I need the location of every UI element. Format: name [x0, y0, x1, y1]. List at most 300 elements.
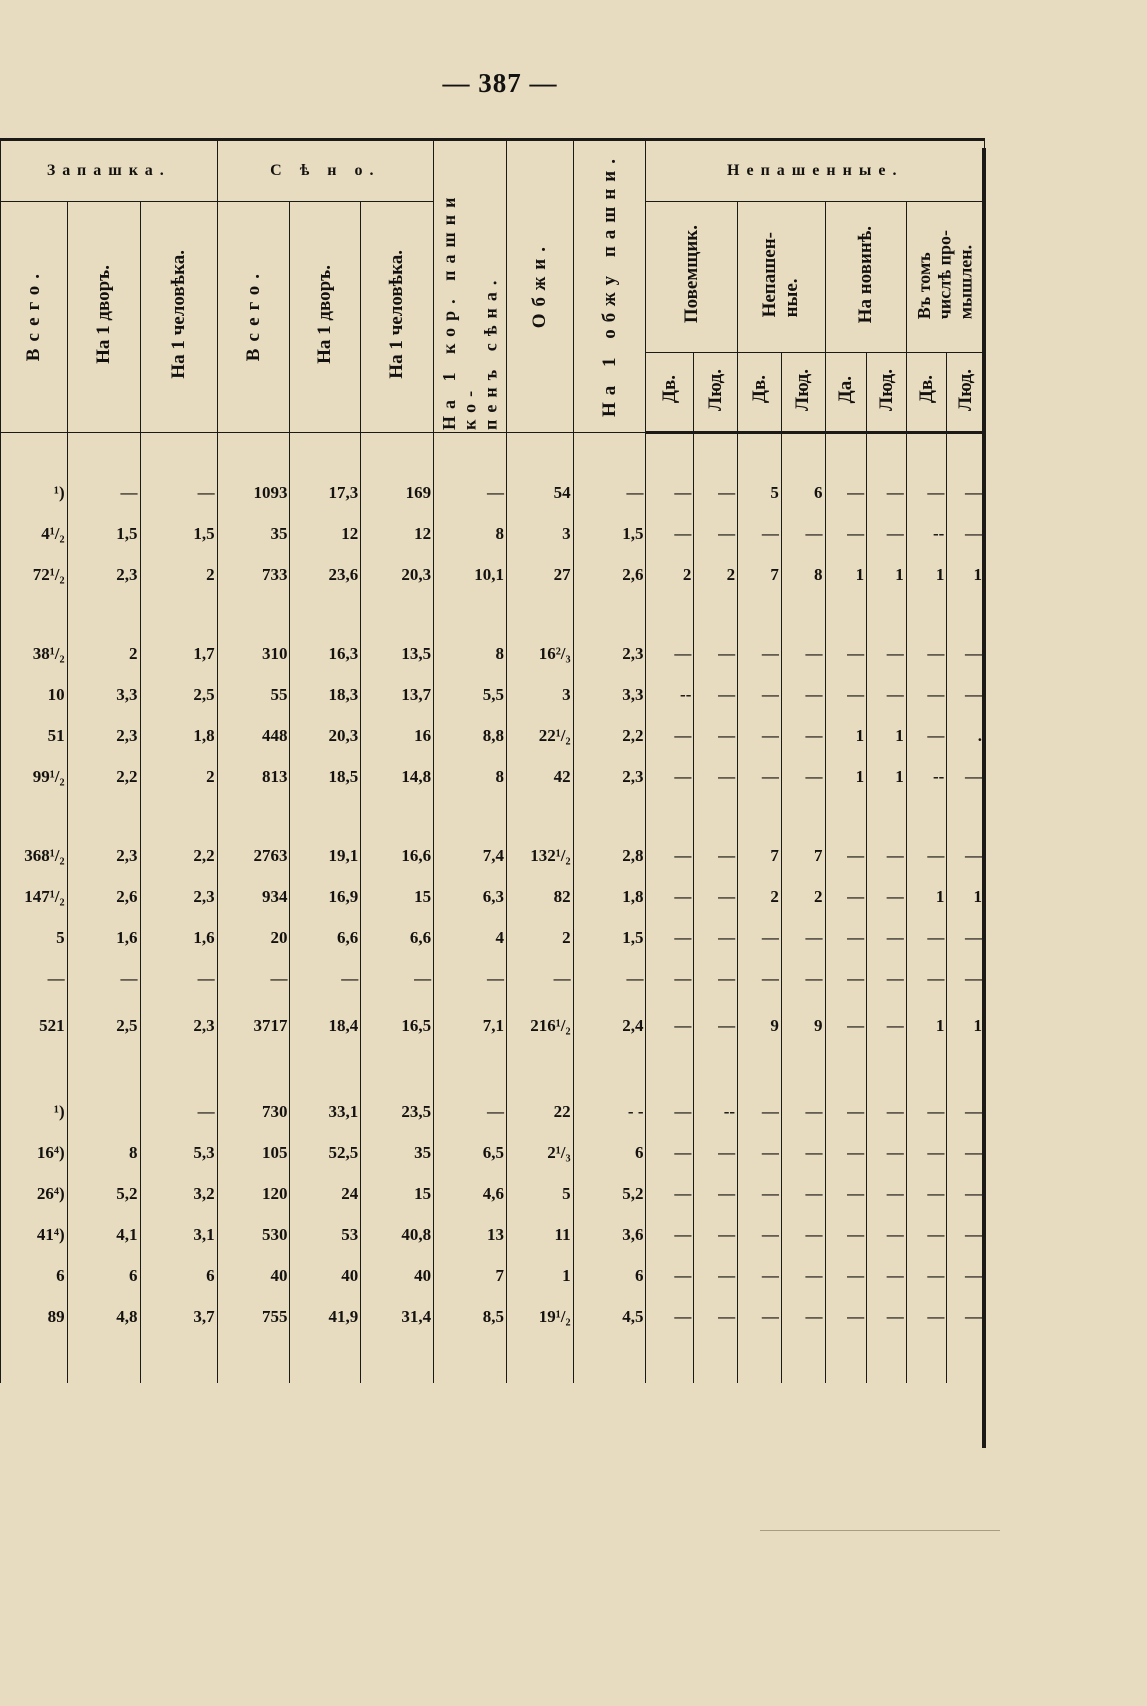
- table-cell: —: [694, 958, 738, 999]
- header-v-tom-chisle-dv-text: Дв.: [915, 375, 937, 404]
- table-cell: —: [906, 1132, 947, 1173]
- table-cell: [781, 797, 825, 835]
- table-cell: [825, 1337, 867, 1383]
- table-cell: 6,6: [290, 917, 361, 958]
- table-cell: —: [867, 958, 907, 999]
- table-cell: [646, 433, 694, 473]
- table-cell: 5: [506, 1173, 573, 1214]
- table-cell: 3,2: [140, 1173, 217, 1214]
- table-cell: 1: [867, 554, 907, 595]
- header-zapashka-na-1-cheloveka-text: На 1 человѣка.: [167, 250, 189, 379]
- header-na-novine-da-text: Да.: [834, 375, 856, 404]
- table-cell: 2,3: [573, 633, 646, 674]
- table-cell: 99¹/₂: [1, 756, 68, 797]
- header-seno-na-1-dvor-text: На 1 дворъ.: [314, 265, 336, 364]
- table-cell: —: [825, 633, 867, 674]
- table-cell: —: [434, 1091, 507, 1132]
- table-cell: 1: [906, 999, 947, 1053]
- table-cell: 3,3: [67, 674, 140, 715]
- table-cell: —: [947, 756, 985, 797]
- table-cell: [867, 797, 907, 835]
- header-povemschik-text: Повемщик.: [680, 225, 702, 324]
- table-cell: 1,5: [573, 917, 646, 958]
- table-cell: 16²/₃: [506, 633, 573, 674]
- table-cell: 40: [361, 1255, 434, 1296]
- table-cell: 6: [573, 1255, 646, 1296]
- table-cell: 4: [434, 917, 507, 958]
- table-cell: 1,5: [67, 513, 140, 554]
- table-cell: --: [906, 513, 947, 554]
- header-nepashennye-dv-text: Дв.: [748, 375, 770, 404]
- table-row: [1, 1296, 985, 1337]
- header-seno-vsego-text: Всего.: [242, 267, 264, 362]
- table-cell: 35: [217, 513, 290, 554]
- header-nepashennye: Непашенные.: [646, 140, 985, 202]
- table-cell: [573, 595, 646, 633]
- header-obzhi: [506, 140, 573, 433]
- table-cell: ¹): [1, 472, 68, 513]
- table-cell: 35: [361, 1132, 434, 1173]
- table-cell: 16,9: [290, 876, 361, 917]
- table-cell: 51: [1, 715, 68, 756]
- table-cell: 2,6: [573, 554, 646, 595]
- table-cell: —: [906, 633, 947, 674]
- table-cell: —: [738, 1255, 782, 1296]
- table-cell: 730: [217, 1091, 290, 1132]
- table-cell: —: [825, 513, 867, 554]
- table-cell: 12: [361, 513, 434, 554]
- header-zapashka-vsego-text: Всего.: [22, 267, 44, 362]
- table-cell: 4,8: [67, 1296, 140, 1337]
- table-cell: [67, 433, 140, 473]
- table-cell: 40: [290, 1255, 361, 1296]
- table-cell: 2,3: [67, 554, 140, 595]
- table-cell: —: [825, 1091, 867, 1132]
- table-cell: [738, 797, 782, 835]
- table-cell: 2,8: [573, 835, 646, 876]
- table-cell: —: [906, 1173, 947, 1214]
- table-cell: —: [738, 715, 782, 756]
- table-cell: —: [781, 513, 825, 554]
- table-cell: —: [781, 917, 825, 958]
- table-cell: —: [694, 1255, 738, 1296]
- table-cell: [67, 797, 140, 835]
- table-cell: —: [906, 835, 947, 876]
- table-cell: [1, 1053, 68, 1091]
- table-cell: 2,3: [140, 999, 217, 1053]
- header-nepashennye-sub-text: Непашен- ные.: [759, 231, 803, 318]
- header-v-tom-chisle-text: Въ томъ числѣ про- мышлен.: [914, 229, 976, 320]
- table-cell: —: [694, 472, 738, 513]
- table-cell: [573, 797, 646, 835]
- table-cell: —: [906, 1296, 947, 1337]
- table-cell: 132¹/₂: [506, 835, 573, 876]
- table-cell: [67, 1053, 140, 1091]
- table-cell: 2: [67, 633, 140, 674]
- table-cell: 2¹/₃: [506, 1132, 573, 1173]
- table-cell: —: [867, 917, 907, 958]
- table-cell: 5,2: [67, 1173, 140, 1214]
- table-cell: [506, 797, 573, 835]
- table-cell: —: [781, 674, 825, 715]
- table-cell: 4,6: [434, 1173, 507, 1214]
- table-cell: 31,4: [361, 1296, 434, 1337]
- table-cell: —: [361, 958, 434, 999]
- table-cell: —: [867, 1296, 907, 1337]
- table-header: [1, 140, 985, 433]
- table-cell: [67, 595, 140, 633]
- table-cell: 1: [867, 715, 907, 756]
- header-obzhi-text: Обжи.: [528, 239, 550, 329]
- table-cell: [947, 595, 985, 633]
- table-cell: 6: [781, 472, 825, 513]
- table-cell: 16,3: [290, 633, 361, 674]
- table-cell: 5,5: [434, 674, 507, 715]
- table-cell: —: [781, 756, 825, 797]
- table-cell: 41⁴): [1, 1214, 68, 1255]
- table-cell: —: [646, 876, 694, 917]
- header-v-tom-chisle-dv: [906, 353, 947, 433]
- table-cell: —: [947, 633, 985, 674]
- table-cell: —: [947, 1296, 985, 1337]
- table-cell: 11: [506, 1214, 573, 1255]
- table-cell: 72¹/₂: [1, 554, 68, 595]
- table-cell: 9: [738, 999, 782, 1053]
- table-cell: [867, 1053, 907, 1091]
- header-povemschik-dv: [646, 353, 694, 433]
- header-na-1-kor-text: На 1 кор. пашни ко- пенъ сѣна.: [439, 190, 501, 430]
- header-seno: С ѣ н о.: [217, 140, 434, 202]
- table-cell: [738, 1337, 782, 1383]
- table-cell: —: [825, 958, 867, 999]
- table-cell: 2,5: [67, 999, 140, 1053]
- table-cell: —: [694, 1296, 738, 1337]
- header-na-novine-lyud: [867, 353, 907, 433]
- table-cell: —: [781, 1091, 825, 1132]
- table-cell: [694, 1337, 738, 1383]
- table-cell: —: [947, 1091, 985, 1132]
- table-cell: 8: [434, 513, 507, 554]
- table-cell: 23,5: [361, 1091, 434, 1132]
- table-cell: —: [217, 958, 290, 999]
- table-cell: [434, 797, 507, 835]
- table-cell: - -: [573, 1091, 646, 1132]
- table-cell: 1,6: [140, 917, 217, 958]
- table-cell: [867, 433, 907, 473]
- table-cell: [906, 797, 947, 835]
- table-cell: 7: [781, 835, 825, 876]
- table-cell: —: [825, 1296, 867, 1337]
- table-cell: [694, 433, 738, 473]
- table-cell: —: [825, 1255, 867, 1296]
- table-cell: —: [694, 756, 738, 797]
- table-cell: [361, 595, 434, 633]
- table-cell: 1: [906, 554, 947, 595]
- table-cell: —: [290, 958, 361, 999]
- table-row: [1, 513, 985, 554]
- table-cell: 19,1: [290, 835, 361, 876]
- table-cell: 6: [67, 1255, 140, 1296]
- table-cell: 1,5: [140, 513, 217, 554]
- table-cell: —: [947, 1132, 985, 1173]
- table-cell: 6: [573, 1132, 646, 1173]
- table-cell: 22¹/₂: [506, 715, 573, 756]
- table-cell: —: [140, 472, 217, 513]
- header-v-tom-chisle-lyud-text: Люд.: [954, 368, 976, 411]
- table-cell: —: [825, 1214, 867, 1255]
- table-cell: —: [867, 1132, 907, 1173]
- table-cell: —: [694, 633, 738, 674]
- header-seno-na-1-dvor: [290, 202, 361, 433]
- table-cell: —: [646, 715, 694, 756]
- table-cell: 23,6: [290, 554, 361, 595]
- table-cell: 1: [947, 876, 985, 917]
- table-cell: —: [825, 1132, 867, 1173]
- table-cell: [290, 1337, 361, 1383]
- table-cell: —: [867, 472, 907, 513]
- table-cell: —: [573, 472, 646, 513]
- table-cell: --: [646, 674, 694, 715]
- table-cell: 8,8: [434, 715, 507, 756]
- table-cell: [694, 1053, 738, 1091]
- table-cell: [67, 1091, 140, 1132]
- statistics-table: [0, 138, 985, 1383]
- table-cell: —: [434, 958, 507, 999]
- table-cell: [947, 797, 985, 835]
- header-povemschik-lyud-text: Люд.: [704, 368, 726, 411]
- table-cell: 40,8: [361, 1214, 434, 1255]
- table-cell: —: [738, 1091, 782, 1132]
- table-cell: [573, 1053, 646, 1091]
- table-cell: 6,5: [434, 1132, 507, 1173]
- table-row: [1, 835, 985, 876]
- table-cell: 53: [290, 1214, 361, 1255]
- header-seno-na-1-cheloveka-text: На 1 человѣка.: [386, 250, 408, 379]
- table-cell: 1: [825, 756, 867, 797]
- header-na-novine-da: [825, 353, 867, 433]
- table-cell: —: [646, 1296, 694, 1337]
- table-cell: [906, 433, 947, 473]
- table-cell: —: [947, 1214, 985, 1255]
- table-cell: —: [781, 1296, 825, 1337]
- table-cell: 42: [506, 756, 573, 797]
- table-cell: 20,3: [361, 554, 434, 595]
- table-cell: [738, 433, 782, 473]
- table-cell: —: [646, 1132, 694, 1173]
- header-na-1-kor: [434, 140, 507, 433]
- table-cell: 14,8: [361, 756, 434, 797]
- table-cell: 16: [361, 715, 434, 756]
- table-cell: [1, 595, 68, 633]
- table-cell: [947, 1053, 985, 1091]
- table-cell: [1, 433, 68, 473]
- table-cell: 1: [906, 876, 947, 917]
- table-row: [1, 756, 985, 797]
- table-cell: 733: [217, 554, 290, 595]
- table-cell: —: [738, 756, 782, 797]
- table-cell: 755: [217, 1296, 290, 1337]
- table-cell: --: [694, 1091, 738, 1132]
- table-cell: 8: [434, 633, 507, 674]
- table-cell: 1,7: [140, 633, 217, 674]
- table-cell: 3: [506, 674, 573, 715]
- table-cell: —: [781, 715, 825, 756]
- table-cell: 5,2: [573, 1173, 646, 1214]
- table-cell: —: [825, 835, 867, 876]
- table-cell: [947, 433, 985, 473]
- table-cell: [290, 595, 361, 633]
- table-cell: 120: [217, 1173, 290, 1214]
- table-cell: —: [694, 715, 738, 756]
- table-cell: [867, 1337, 907, 1383]
- table-cell: —: [867, 1214, 907, 1255]
- table-cell: —: [825, 999, 867, 1053]
- header-seno-vsego: [217, 202, 290, 433]
- table-row: [1, 1053, 985, 1091]
- table-cell: —: [694, 513, 738, 554]
- table-cell: —: [825, 472, 867, 513]
- table-cell: 7,1: [434, 999, 507, 1053]
- table-cell: 13,5: [361, 633, 434, 674]
- table-cell: .: [947, 715, 985, 756]
- table-cell: 1,8: [140, 715, 217, 756]
- table-cell: —: [646, 756, 694, 797]
- table-cell: [694, 595, 738, 633]
- table-cell: 18,3: [290, 674, 361, 715]
- table-cell: 105: [217, 1132, 290, 1173]
- table-cell: 16,5: [361, 999, 434, 1053]
- table-cell: —: [738, 674, 782, 715]
- table-cell: —: [738, 1296, 782, 1337]
- table-cell: —: [67, 472, 140, 513]
- table-cell: 3,6: [573, 1214, 646, 1255]
- table-cell: —: [140, 1091, 217, 1132]
- table-cell: 2: [140, 554, 217, 595]
- table-cell: —: [781, 633, 825, 674]
- table-cell: 38¹/₂: [1, 633, 68, 674]
- table-cell: 2,5: [140, 674, 217, 715]
- table-cell: —: [947, 1173, 985, 1214]
- table-cell: —: [867, 633, 907, 674]
- table-row: [1, 1173, 985, 1214]
- table-cell: [217, 595, 290, 633]
- table-cell: [646, 1053, 694, 1091]
- table-cell: —: [694, 999, 738, 1053]
- table-cell: —: [867, 1091, 907, 1132]
- table-cell: 4,1: [67, 1214, 140, 1255]
- table-cell: 6,6: [361, 917, 434, 958]
- table-cell: [140, 595, 217, 633]
- table-cell: —: [694, 1132, 738, 1173]
- table-cell: —: [906, 472, 947, 513]
- table-cell: [947, 1337, 985, 1383]
- table-cell: [1, 797, 68, 835]
- table-row: [1, 554, 985, 595]
- table-cell: 9: [781, 999, 825, 1053]
- table-row: [1, 1214, 985, 1255]
- table-cell: 41,9: [290, 1296, 361, 1337]
- table-cell: 26⁴): [1, 1173, 68, 1214]
- table-cell: 3,7: [140, 1296, 217, 1337]
- table-cell: —: [906, 958, 947, 999]
- table-cell: [867, 595, 907, 633]
- header-na-novine: [825, 202, 906, 353]
- table-cell: [217, 1337, 290, 1383]
- table-cell: [781, 1337, 825, 1383]
- table-cell: 22: [506, 1091, 573, 1132]
- table-cell: 33,1: [290, 1091, 361, 1132]
- table-cell: [781, 1053, 825, 1091]
- table-cell: 2,4: [573, 999, 646, 1053]
- table-cell: --: [906, 756, 947, 797]
- table-cell: —: [646, 1091, 694, 1132]
- right-border-rule: [982, 148, 986, 1448]
- table-cell: [1, 1337, 68, 1383]
- table-cell: 1: [825, 715, 867, 756]
- table-cell: —: [694, 876, 738, 917]
- table-row: [1, 1255, 985, 1296]
- table-cell: —: [906, 715, 947, 756]
- table-cell: —: [738, 1173, 782, 1214]
- header-povemschik: [646, 202, 738, 353]
- table-cell: [781, 433, 825, 473]
- table-cell: —: [906, 1091, 947, 1132]
- header-v-tom-chisle-lyud: [947, 353, 985, 433]
- footnote-rule: [760, 1530, 1000, 1531]
- table-cell: 7: [434, 1255, 507, 1296]
- table-cell: —: [694, 1173, 738, 1214]
- table-cell: [738, 595, 782, 633]
- table-cell: 2: [646, 554, 694, 595]
- table-cell: [361, 797, 434, 835]
- table-cell: —: [867, 513, 907, 554]
- table-cell: —: [646, 513, 694, 554]
- table-cell: —: [573, 958, 646, 999]
- table-cell: 20,3: [290, 715, 361, 756]
- header-nepashennye-sub: [738, 202, 825, 353]
- table-cell: [573, 1337, 646, 1383]
- table-cell: 19¹/₂: [506, 1296, 573, 1337]
- table-cell: 2: [140, 756, 217, 797]
- table-cell: 5,3: [140, 1132, 217, 1173]
- table-cell: [290, 433, 361, 473]
- table-cell: —: [947, 958, 985, 999]
- table-cell: —: [825, 876, 867, 917]
- table-cell: 934: [217, 876, 290, 917]
- table-cell: 1,6: [67, 917, 140, 958]
- table-cell: —: [947, 472, 985, 513]
- table-cell: —: [738, 917, 782, 958]
- table-cell: —: [867, 1255, 907, 1296]
- table-row: [1, 633, 985, 674]
- table-row: [1, 1337, 985, 1383]
- table-cell: [361, 433, 434, 473]
- table-cell: —: [867, 1173, 907, 1214]
- table-cell: [217, 1053, 290, 1091]
- table-cell: —: [781, 1173, 825, 1214]
- table-cell: 368¹/₂: [1, 835, 68, 876]
- header-v-tom-chisle: [906, 202, 984, 353]
- table-cell: —: [947, 835, 985, 876]
- table-cell: —: [434, 472, 507, 513]
- table-cell: 2: [694, 554, 738, 595]
- table-cell: 2: [506, 917, 573, 958]
- table-cell: —: [646, 835, 694, 876]
- table-cell: —: [694, 674, 738, 715]
- table-cell: 6: [140, 1255, 217, 1296]
- table-cell: —: [67, 958, 140, 999]
- page-number: — 387 —: [442, 68, 558, 98]
